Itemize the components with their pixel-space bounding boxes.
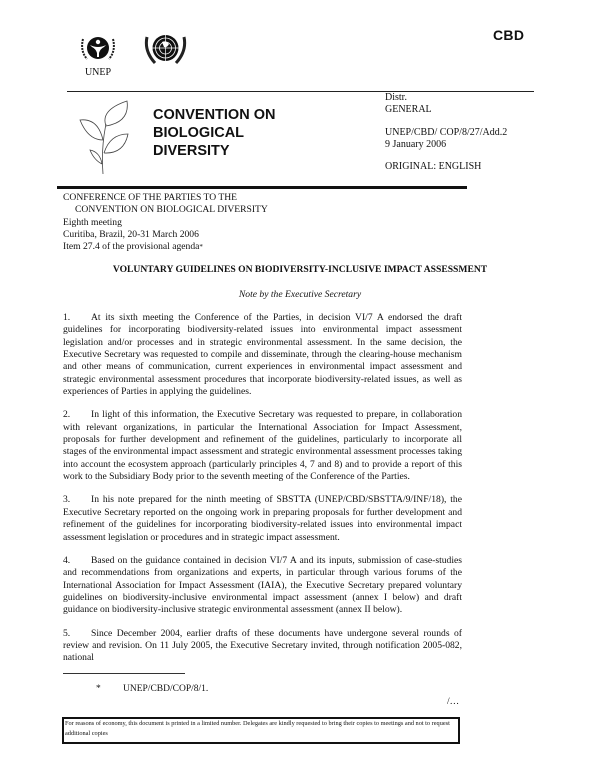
- un-emblem-icon: [143, 31, 188, 71]
- document-symbol: UNEP/CBD/ COP/8/27/Add.2: [385, 126, 508, 138]
- paragraph: [63, 494, 462, 543]
- document-date: 9 January 2006: [385, 138, 447, 150]
- convention-title-line: BIOLOGICAL: [153, 125, 245, 141]
- unep-emblem-icon: [77, 31, 119, 79]
- distr-label: Distr.: [385, 92, 407, 103]
- paragraph: [63, 409, 462, 483]
- document-subtitle: Note by the Executive Secretary: [238, 289, 362, 300]
- paragraph-number: 5.: [63, 627, 71, 639]
- meeting-line-1: CONFERENCE OF THE PARTIES TO THE: [63, 192, 238, 203]
- paragraph: [63, 555, 462, 617]
- paragraph-text: At its sixth meeting the Conference of the Parties, in decision VI/7 A endorsed the draft guidelines for incorporating biodiversity-related issues into environmental impact assessment legislation and/or processes and in strategic environmental assessment. In the same decision, the Executive Secretary was requested to compile and disseminate, through the clearing-house mechanism and other means of communication, current experiences in environmental impact assessment and strategic environmental assessment procedures that incorporate biodiversity-related issues, as well as experiences of Parties in applying the guidelines.: [63, 312, 462, 398]
- paragraph-text: Since December 2004, earlier drafts of these documents have undergone several rounds of review and revision. On 11 July 2005, the Executive Secretary invited, through notification 2005-082, national: [63, 627, 462, 664]
- distribution-block: [385, 92, 507, 173]
- footnote-marker[interactable]: *: [199, 243, 203, 252]
- paragraph-text: In light of this information, the Executive Secretary was requested to prepare, in collaboration with relevant organizations, in particular the International Association for Impact Assessment, proposals for further development and refinement of the guidelines, particularly to incorporate all stages of the environmental impact assessment and strategic environmental assessment processes taking into account the ecosystem approach (particularly principles 4, 7 and 8) and to provide a report of this work to the Subsidiary Body prior to the seventh meeting of the Conference of the Parties.: [63, 409, 462, 483]
- paragraph-text: Based on the guidance contained in decision VI/7 A and its inputs, submission of case-studies and recommendations from organizations and experts, in particular through various forums of the International Association for Impact Assessment (IAIA), the Executive Secretary prepared voluntary guidelines on biodiversity-inclusive environmental impact assessment (annex I below) and draft guidance on biodiversity-inclusive strategic environmental assessment (annex II below).: [63, 554, 462, 616]
- convention-title: [153, 106, 275, 160]
- distribution-value: GENERAL: [385, 104, 432, 116]
- continuation-mark: /…: [447, 697, 460, 707]
- document-body: [63, 312, 462, 676]
- header-rule-bottom: [57, 186, 467, 189]
- cbd-mark: CBD: [493, 27, 525, 43]
- convention-title-line: CONVENTION ON: [153, 107, 276, 123]
- svg-text:UNEP: UNEP: [84, 67, 112, 78]
- paragraph-text: In his note prepared for the ninth meeting of SBSTTA (UNEP/CBD/SBSTTA/9/INF/18), the Executive Secretary reported on the ongoing work in preparing proposals for further development and refinement of the guidelines for incorporating biodiversity-related issues into environmental impact assessment legislation or procedures and in strategic impact assessment.: [63, 494, 462, 543]
- footnote-mark: *: [96, 684, 101, 694]
- paragraph: [63, 312, 462, 398]
- footnote-text: UNEP/CBD/COP/8/1.: [123, 684, 209, 694]
- original-language: ORIGINAL: ENGLISH: [385, 161, 482, 173]
- paragraph-number: 3.: [63, 494, 71, 506]
- paragraph-number: 2.: [63, 409, 71, 421]
- meeting-session: Eighth meeting: [63, 216, 122, 228]
- convention-title-line: DIVERSITY: [153, 143, 230, 159]
- footnote: [96, 684, 208, 694]
- paragraph-number: 1.: [63, 312, 71, 323]
- meeting-venue: Curitiba, Brazil, 20-31 March 2006: [63, 228, 199, 240]
- paragraph: [63, 628, 462, 665]
- cbd-plant-logo-icon: [78, 98, 130, 176]
- footnote-separator: [63, 673, 185, 674]
- agenda-item: [63, 241, 268, 253]
- meeting-line-2: CONVENTION ON BIOLOGICAL DIVERSITY: [75, 204, 268, 216]
- agenda-item-text: Item 27.4 of the provisional agenda: [63, 241, 200, 253]
- paragraph-number: 4.: [63, 554, 71, 566]
- footer-notice: For reasons of economy, this document is printed in a limited number. Delegates are kindly requested to bring their copies to meetings and not to request additional copies: [62, 717, 460, 744]
- document-title: VOLUNTARY GUIDELINES ON BIODIVERSITY-INCLUSIVE IMPACT ASSESSMENT: [112, 264, 488, 275]
- meeting-info: [63, 192, 268, 253]
